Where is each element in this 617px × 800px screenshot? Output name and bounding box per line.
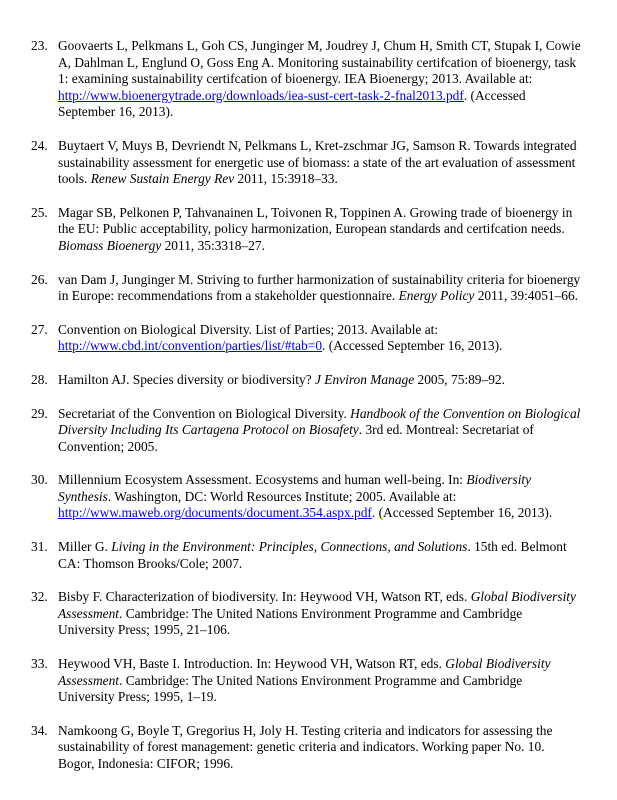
reference-segment: 2005, 75:89–92. (414, 371, 505, 387)
reference-segment: Buytaert V, Muys B, Devriendt N, Pelkmans L, Kret-zschmar JG, Samson R. Towards integrated sustainability assessment for energetic use of biomass: a state of the art evaluation of assessment tools. (58, 137, 577, 187)
reference-item (0, 322, 617, 355)
reference-source-title: Global Biodiversity Assessment (58, 589, 576, 621)
reference-number: 24. (31, 137, 48, 153)
reference-number: 27. (31, 321, 48, 337)
reference-text (58, 322, 502, 354)
reference-text (58, 205, 572, 253)
reference-segment: . Cambridge: The United Nations Environment Programme and Cambridge University Press; 1995, 1–19. (58, 672, 523, 705)
reference-link[interactable]: http://www.bioenergytrade.org/downloads/iea-sust-cert-task-2-fnal2013.pdf (58, 87, 464, 103)
reference-item (0, 539, 617, 572)
reference-source-title: Living in the Environment: Principles, Connections, and Solutions (111, 539, 468, 555)
reference-text (58, 589, 576, 637)
reference-source-title: Energy Policy (398, 288, 475, 304)
reference-text (58, 539, 567, 571)
reference-item (0, 406, 617, 456)
reference-list (0, 38, 617, 790)
reference-text (58, 372, 505, 387)
reference-number: 30. (31, 472, 48, 488)
reference-segment: Secretariat of the Convention on Biological Diversity. (58, 405, 351, 421)
reference-number: 23. (31, 38, 48, 53)
reference-segment: Bisby F. Characterization of biodiversity. In: Heywood VH, Watson RT, eds. (58, 589, 471, 605)
reference-number: 25. (31, 204, 48, 220)
reference-item (0, 372, 617, 389)
reference-item (0, 656, 617, 706)
reference-source-title: J Environ Manage (315, 371, 415, 387)
reference-item (0, 205, 617, 255)
reference-segment: 2011, 39:4051–66. (474, 288, 579, 304)
reference-number: 34. (31, 722, 48, 738)
reference-link[interactable]: http://www.maweb.org/documents/document.354.aspx.pdf (58, 505, 372, 521)
reference-item (0, 138, 617, 188)
reference-item (0, 272, 617, 305)
reference-segment: Miller G. (58, 539, 112, 555)
reference-segment: 2011, 15:3918–33. (234, 171, 338, 187)
reference-text (58, 38, 581, 119)
reference-segment: . 3rd ed. Montreal: Secretariat of Convention; 2005. (58, 422, 534, 454)
reference-segment: . (Accessed September 16, 2013). (322, 338, 503, 354)
reference-segment: Magar SB, Pelkonen P, Tahvanainen L, Toivonen R, Toppinen A. Growing trade of bioenergy in the EU: Public acceptability, policy harmonization, European standards and certifcation needs. (58, 204, 573, 237)
reference-source-title: Biodiversity Synthesis (58, 472, 532, 504)
reference-number: 31. (31, 539, 48, 555)
reference-source-title: Handbook of the Convention on Biological Diversity Including Its Cartagena Protocol on Biosafety (58, 405, 581, 438)
reference-segment: . (Accessed September 16, 2013). (58, 87, 526, 120)
reference-segment: Heywood VH, Baste I. Introduction. In: Heywood VH, Watson RT, eds. (58, 656, 446, 672)
reference-source-title: Biomass Bioenergy (58, 237, 162, 253)
reference-text (58, 272, 580, 304)
reference-number: 26. (31, 271, 48, 287)
reference-text (58, 723, 552, 771)
reference-text (58, 406, 580, 454)
reference-link[interactable]: http://www.cbd.int/convention/parties/list/#tab=0 (58, 338, 323, 354)
reference-item (0, 589, 617, 639)
reference-segment: Namkoong G, Boyle T, Gregorius H, Joly H. Testing criteria and indicators for assessing the sustainability of forest management: genetic criteria and indicators. Working paper No. 10. Bogor, Indonesia: CIFOR; 1996. (58, 722, 553, 771)
reference-segment: Hamilton AJ. Species diversity or biodiversity? (58, 371, 315, 387)
reference-segment: . (Accessed September 16, 2013). (371, 505, 553, 521)
reference-item (0, 472, 617, 522)
reference-source-title: Renew Sustain Energy Rev (90, 171, 235, 187)
reference-item (0, 723, 617, 773)
reference-text (58, 472, 552, 520)
reference-text (58, 656, 551, 704)
reference-segment: . Cambridge: The United Nations Environment Programme and Cambridge University Press; 1995, 21–106. (58, 605, 523, 638)
reference-segment: . 15th ed. Belmont CA: Thomson Brooks/Cole; 2007. (58, 539, 567, 571)
reference-segment: van Dam J, Junginger M. Striving to further harmonization of sustainability criteria for bioenergy in Europe: recommendations from a stakeholder questionnaire. (58, 271, 581, 304)
reference-segment: Millennium Ecosystem Assessment. Ecosystems and human well-being. In: (58, 472, 467, 488)
reference-item (0, 38, 617, 121)
reference-number: 32. (31, 589, 48, 605)
reference-segment: 2011, 35:3318–27. (161, 237, 265, 253)
reference-segment: . Washington, DC: World Resources Institute; 2005. Available at: (107, 488, 457, 504)
reference-segment: Goovaerts L, Pelkmans L, Goh CS, Junginger M, Joudrey J, Chum H, Smith CT, Stupak I, Cowie A, Dahlman L, Englund O, Goss Eng A. Monitoring sustainability certifcation of bioenergy, task 1: examining sustainability certifcation of bioenergy. IEA Bioenergy; 2013. Available at: (58, 38, 581, 87)
reference-source-title: Global Biodiversity Assessment (58, 656, 551, 688)
reference-number: 29. (31, 405, 48, 421)
reference-number: 28. (31, 371, 48, 387)
reference-number: 33. (31, 656, 48, 672)
reference-text (58, 138, 577, 186)
reference-segment: Convention on Biological Diversity. List of Parties; 2013. Available at: (58, 321, 439, 337)
